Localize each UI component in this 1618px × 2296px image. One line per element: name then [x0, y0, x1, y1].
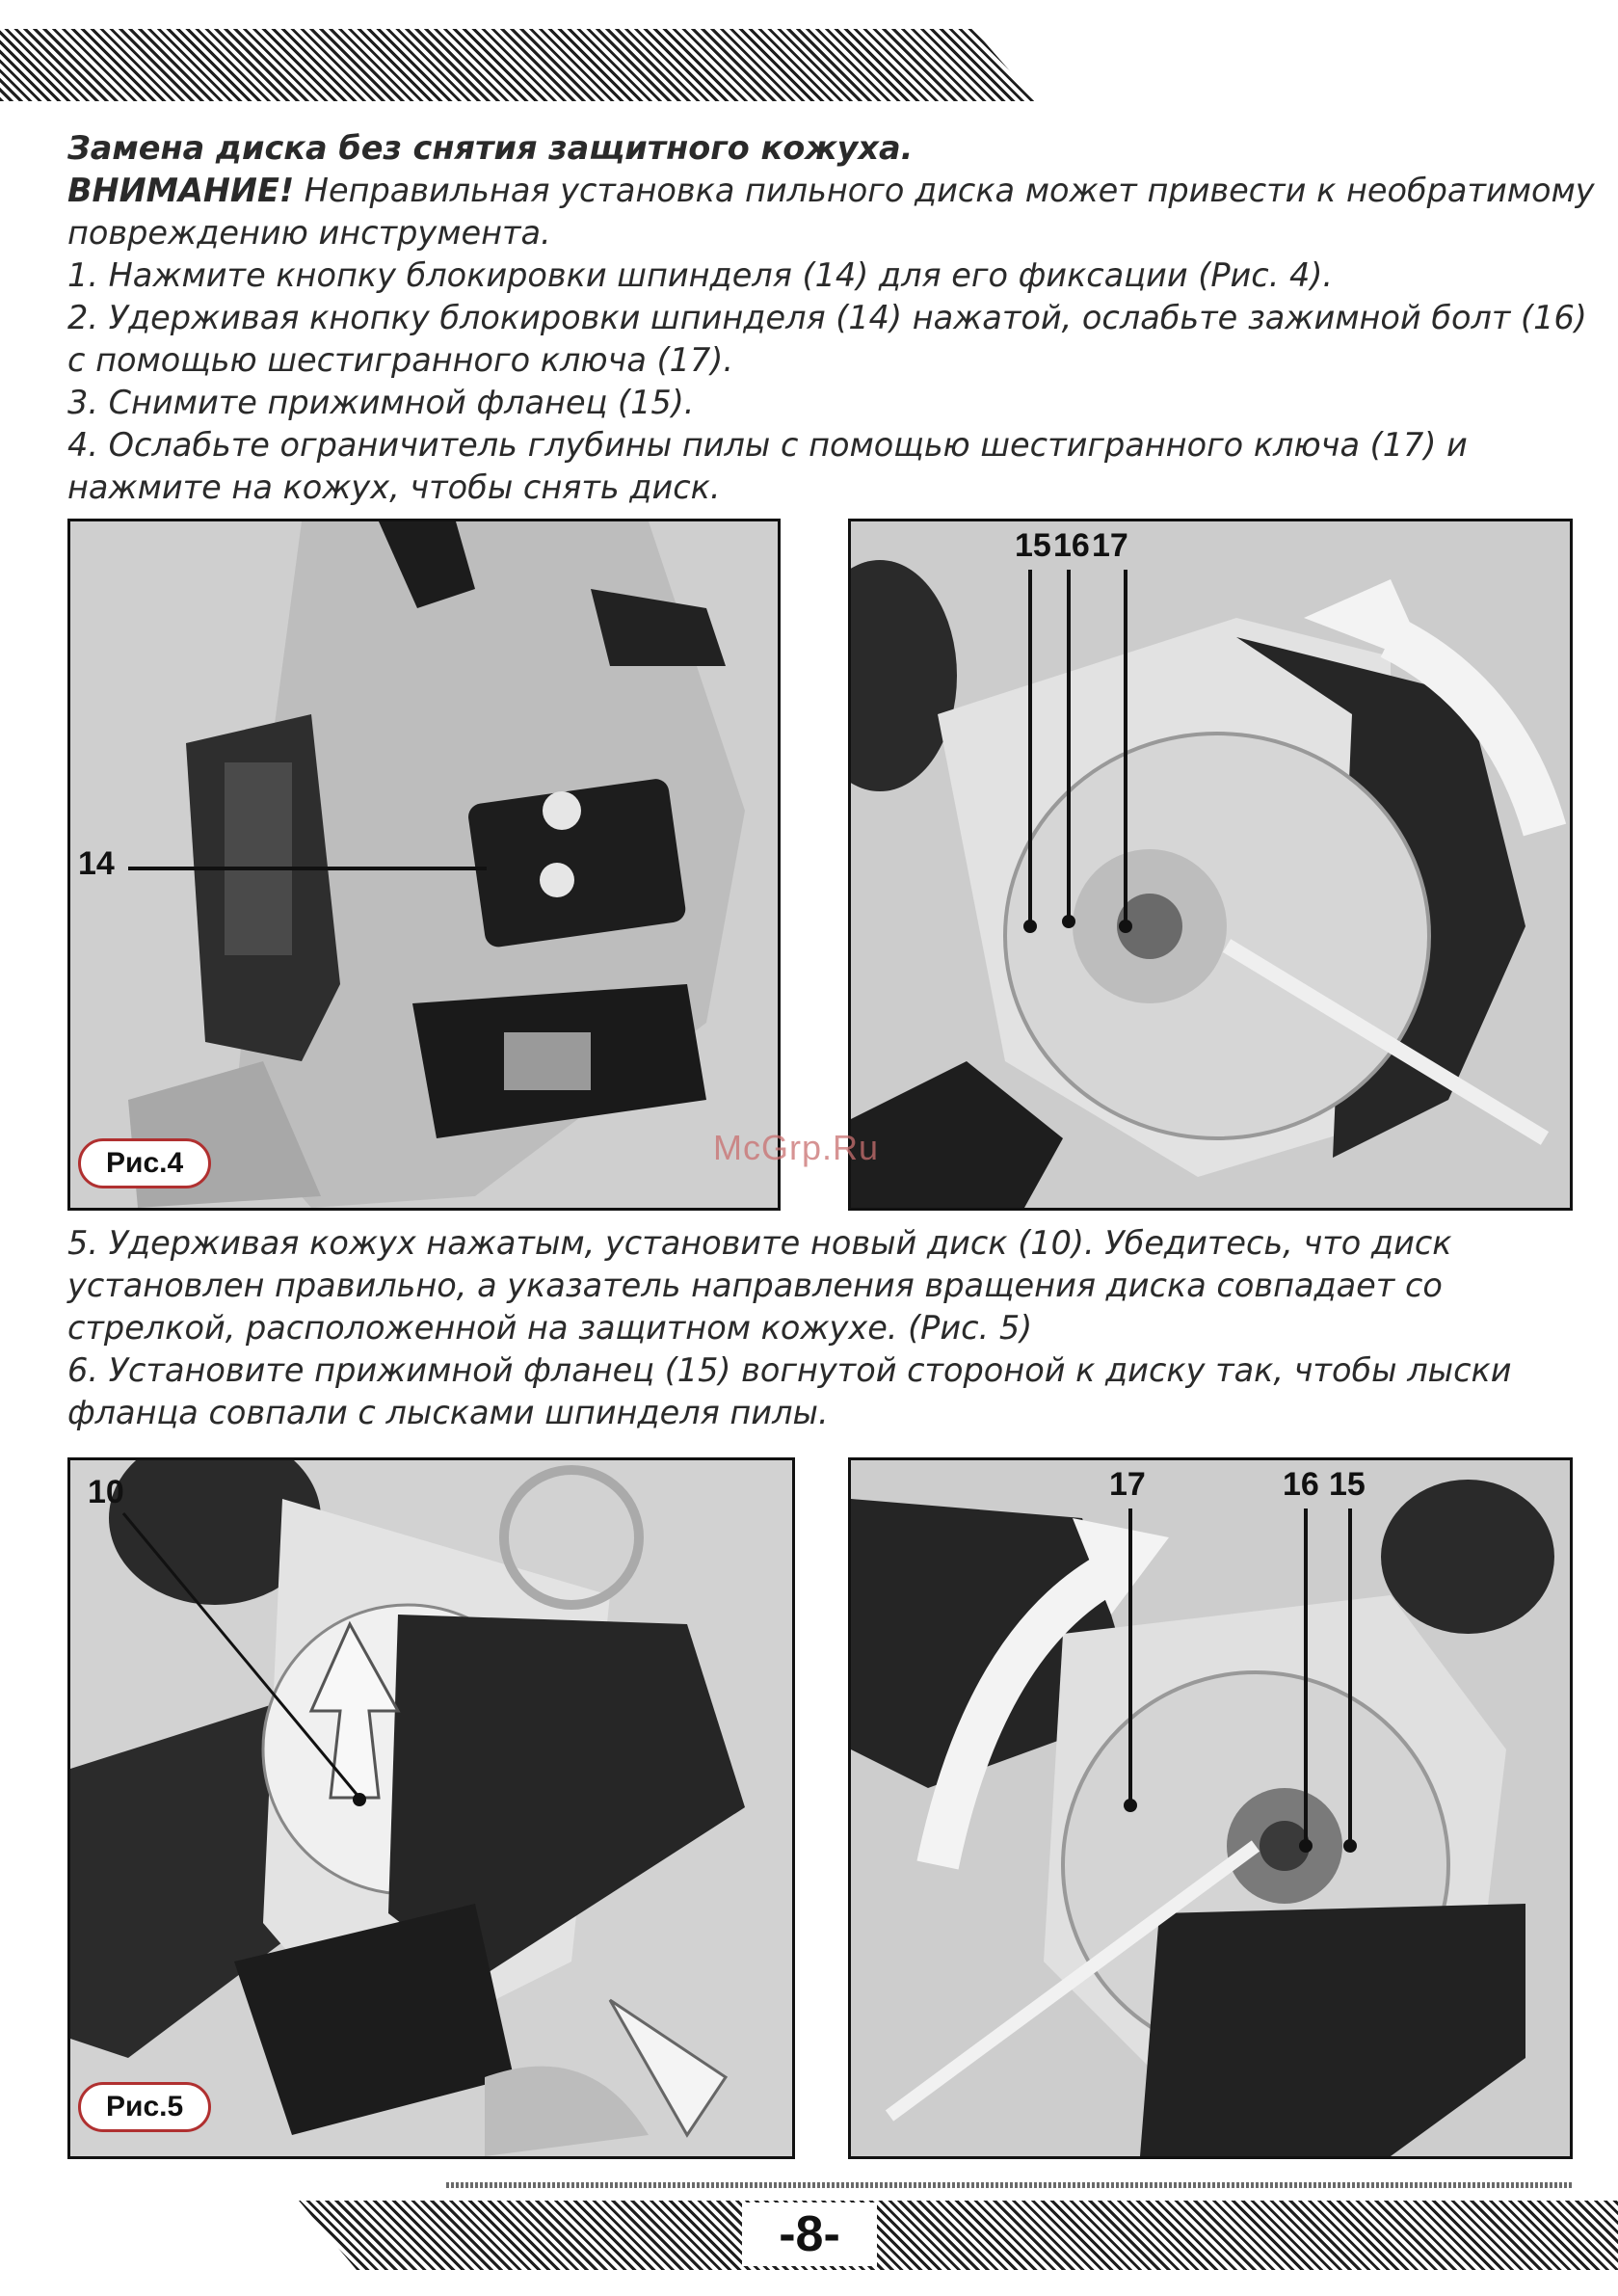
flange-install-illustration: [851, 1460, 1570, 2156]
figure-5-new-disc-photo: [67, 1457, 795, 2159]
step-line: 6. Установите прижимной фланец (15) вогнутой стороной к диску так, чтобы лыски: [67, 1351, 1512, 1389]
figure-4-spindle-lock-photo: [67, 519, 781, 1211]
warning-line-2: повреждению инструмента.: [67, 214, 551, 252]
top-decorative-band: [0, 29, 1036, 101]
warning-line-1: [67, 170, 1595, 212]
callout-16: 16: [1283, 1466, 1319, 1503]
step-line: установлен правильно, а указатель направления вращения диска совпадает со: [67, 1267, 1443, 1304]
instructions-part-1: [67, 127, 1595, 509]
step-line: 5. Удерживая кожух нажатым, установите новый диск (10). Убедитесь, что диск: [67, 1224, 1452, 1262]
callout-15: 15: [1015, 527, 1051, 564]
warning-label: ВНИМАНИЕ!: [67, 172, 295, 209]
bottom-decorative-band: [299, 2201, 1618, 2270]
callout-14: 14: [78, 845, 115, 882]
callout-16: 16: [1053, 527, 1090, 564]
callout-15: 15: [1329, 1466, 1366, 1503]
step-line: с помощью шестигранного ключа (17).: [67, 341, 734, 379]
step-line: 3. Снимите прижимной фланец (15).: [67, 384, 695, 421]
new-disc-illustration: [70, 1460, 792, 2156]
figure-4-label: Рис.4: [78, 1138, 211, 1188]
figure-4-flange-photo: [848, 519, 1573, 1211]
callout-17: 17: [1092, 527, 1128, 564]
guard-flange-illustration: [851, 521, 1570, 1208]
page-number: -8-: [742, 2203, 877, 2266]
step-line: 1. Нажмите кнопку блокировки шпинделя (14) для его фиксации (Рис. 4).: [67, 256, 1334, 294]
callout-10: 10: [88, 1474, 124, 1510]
warning-text-1: Неправильная установка пильного диска может привести к необратимому: [294, 172, 1595, 209]
step-line: стрелкой, расположенной на защитном кожухе. (Рис. 5): [67, 1309, 1033, 1347]
watermark-text: McGrp.Ru: [713, 1128, 880, 1167]
saw-body-illustration: [70, 521, 778, 1208]
step-line: 4. Ослабьте ограничитель глубины пилы с помощью шестигранного ключа (17) и: [67, 426, 1468, 464]
step-line: нажмите на кожух, чтобы снять диск.: [67, 468, 721, 506]
instructions-part-2: [67, 1222, 1571, 1434]
callout-17: 17: [1109, 1466, 1146, 1503]
figure-5-label: Рис.5: [78, 2082, 211, 2132]
footer-dotted-rule: [446, 2182, 1574, 2188]
step-line: 2. Удерживая кнопку блокировки шпинделя (14) нажатой, ослабьте зажимной болт (16): [67, 299, 1587, 336]
step-line: фланца совпали с лысками шпинделя пилы.: [67, 1394, 829, 1431]
figure-5-flange-install-photo: [848, 1457, 1573, 2159]
section-heading: Замена диска без снятия защитного кожуха.: [67, 129, 914, 167]
